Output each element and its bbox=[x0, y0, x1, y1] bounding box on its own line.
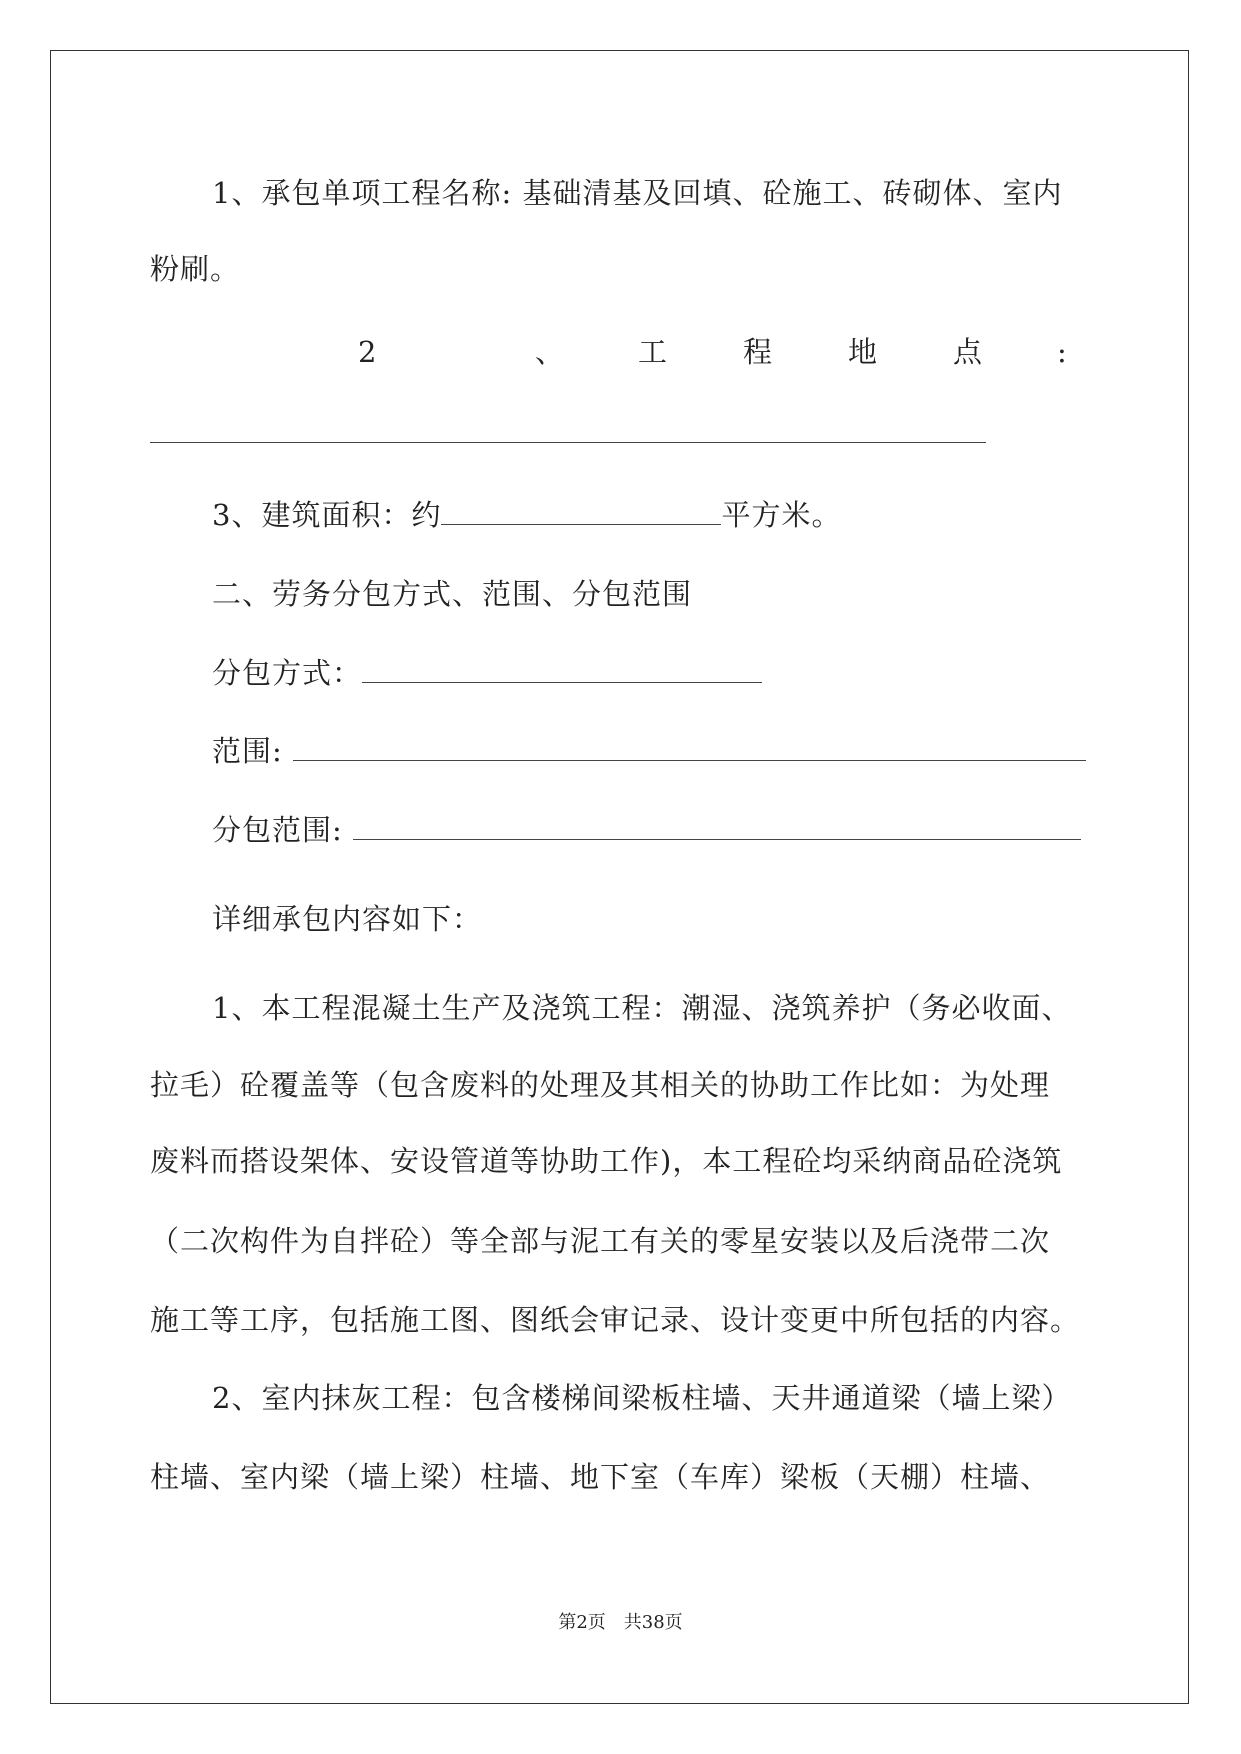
blank-underline bbox=[150, 442, 986, 443]
spread-char: 程 bbox=[743, 335, 773, 369]
total-pages: 38 bbox=[641, 1612, 665, 1633]
text-line: 2、室内抹灰工程：包含楼梯间梁板柱墙、天井通道梁（墙上梁） bbox=[212, 1381, 1072, 1415]
text-line: 粉刷。 bbox=[150, 252, 241, 286]
blank-field bbox=[293, 738, 1086, 761]
spread-char: 地 bbox=[848, 335, 878, 369]
text-line: 1、承包单项工程名称: 基础清基及回填、砼施工、砖砌体、室内 bbox=[212, 176, 1063, 210]
text-line bbox=[212, 734, 1086, 768]
text-line: 1、本工程混凝土生产及浇筑工程：潮湿、浇筑养护（务必收面、 bbox=[212, 991, 1072, 1025]
page-border bbox=[50, 50, 1189, 1704]
blank-field bbox=[353, 817, 1081, 840]
spread-char: 、 bbox=[535, 335, 565, 369]
blank-field bbox=[441, 502, 721, 525]
page-footer bbox=[0, 1612, 1241, 1634]
label: 范围: bbox=[212, 734, 293, 768]
text-line: 柱墙、室内梁（墙上梁）柱墙、地下室（车库）梁板（天棚）柱墙、 bbox=[150, 1460, 1051, 1494]
text-line: 详细承包内容如下： bbox=[212, 902, 483, 936]
footer-text: 第 bbox=[558, 1612, 577, 1633]
page-number: 2 bbox=[576, 1612, 588, 1633]
spread-char: 2 bbox=[358, 335, 377, 369]
label: 3、建筑面积：约 bbox=[212, 498, 442, 532]
text-line bbox=[212, 498, 841, 532]
text-line: 废料而搭设架体、安设管道等协助工作)，本工程砼均采纳商品砼浇筑 bbox=[150, 1144, 1063, 1178]
blank-field bbox=[362, 660, 762, 683]
spread-char: 点 bbox=[953, 335, 983, 369]
text-line: （二次构件为自拌砼）等全部与泥工有关的零星安装以及后浇带二次 bbox=[150, 1224, 1051, 1258]
label: 分包范围: bbox=[212, 813, 353, 847]
text-line: 施工等工序，包括施工图、图纸会审记录、设计变更中所包括的内容。 bbox=[150, 1303, 1081, 1337]
footer-text: 页 bbox=[664, 1612, 683, 1633]
text-line bbox=[212, 813, 1081, 847]
spread-char: : bbox=[1057, 335, 1067, 369]
label: 分包方式： bbox=[212, 656, 363, 690]
text-line bbox=[212, 656, 762, 690]
label: 平方米。 bbox=[721, 498, 842, 532]
footer-text: 页 共 bbox=[587, 1612, 642, 1633]
text-line: 拉毛）砼覆盖等（包含废料的处理及其相关的协助工作比如：为处理 bbox=[150, 1068, 1051, 1102]
section-heading: 二、劳务分包方式、范围、分包范围 bbox=[212, 577, 693, 611]
spread-char: 工 bbox=[638, 335, 668, 369]
